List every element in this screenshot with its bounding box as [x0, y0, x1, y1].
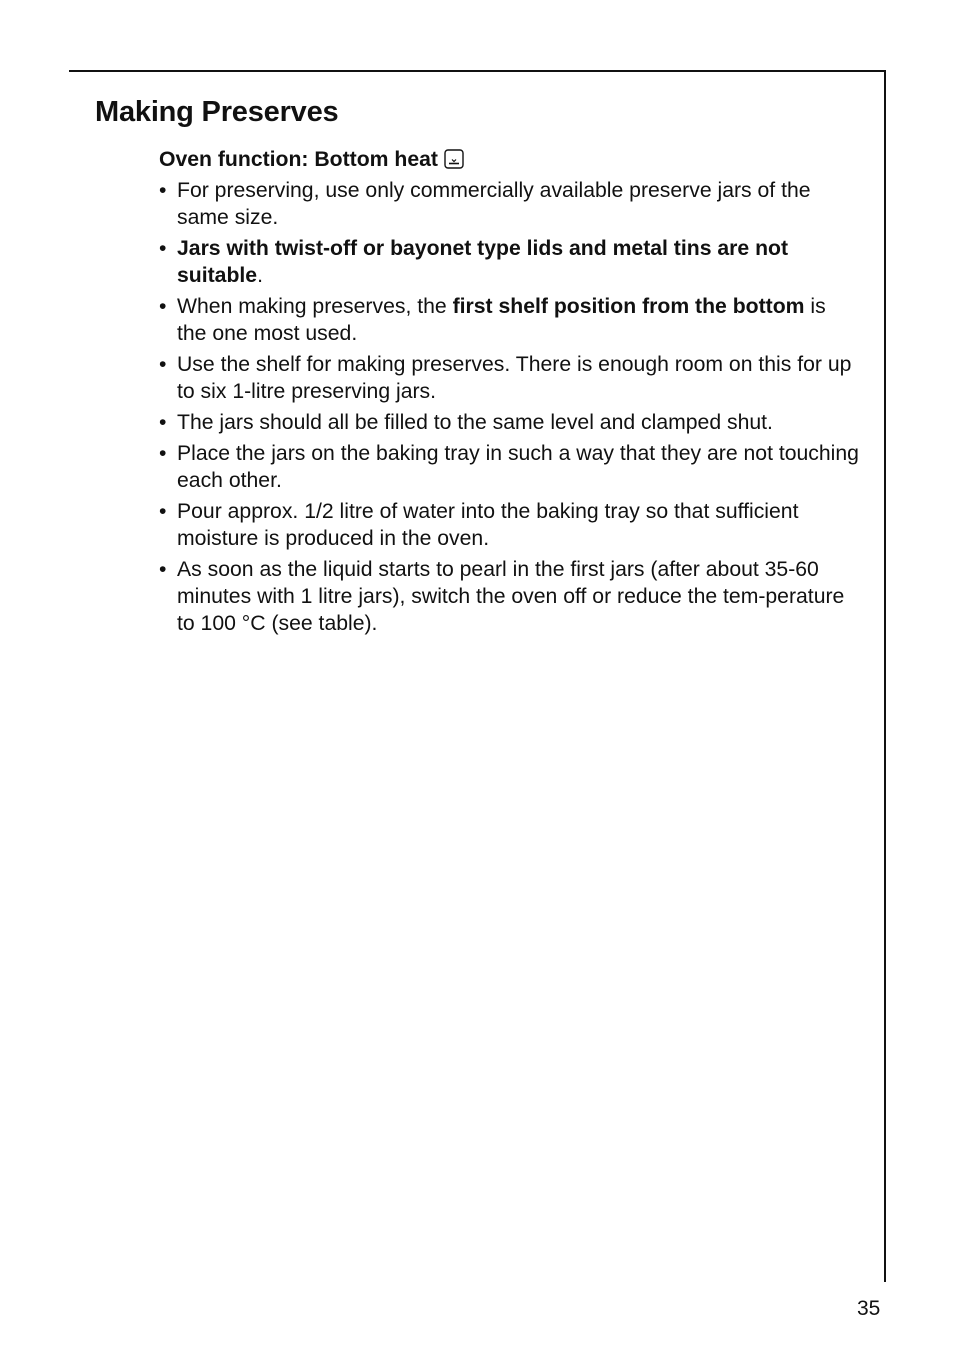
- preserving-instructions-list: [159, 177, 859, 637]
- list-item: [159, 235, 859, 289]
- bullet: •: [159, 295, 167, 318]
- list-item-text: As soon as the liquid starts to pearl in the first jars (after about 35-60 minutes with 1 litre jars), switch the oven off or reduce the tem-perature to 100 °C (see table).: [177, 558, 845, 635]
- list-item-text: Place the jars on the baking tray in such a way that they are not touching each other.: [177, 442, 859, 492]
- list-item: [159, 498, 859, 552]
- list-item: [159, 351, 859, 405]
- list-item-text: Pour approx. 1/2 litre of water into the baking tray so that sufficient moisture is produced in the oven.: [177, 500, 799, 550]
- list-item-text: The jars should all be filled to the same level and clamped shut.: [177, 411, 773, 434]
- list-item: [159, 409, 859, 436]
- list-item: [159, 293, 859, 347]
- oven-function-heading-text: Oven function: Bottom heat: [159, 148, 438, 171]
- top-rule: [69, 70, 886, 72]
- list-item-text: For preserving, use only commercially available preserve jars of the same size.: [177, 179, 811, 229]
- list-item-text-after: is the one most used.: [177, 295, 826, 345]
- oven-function-heading: [159, 146, 859, 173]
- bullet: •: [159, 442, 167, 465]
- page-title: Making Preserves: [95, 96, 339, 128]
- page-number: 35: [857, 1297, 881, 1320]
- list-item: [159, 556, 859, 637]
- bullet: •: [159, 558, 167, 581]
- bullet: •: [159, 179, 167, 202]
- bullet: •: [159, 353, 167, 376]
- bullet: •: [159, 237, 167, 260]
- bullet: •: [159, 411, 167, 434]
- list-item-text-after: .: [257, 264, 263, 287]
- list-item-bold-text: Jars with twist-off or bayonet type lids and metal tins are not suitable: [177, 237, 789, 287]
- list-item-bold-text: first shelf position from the bottom: [452, 295, 805, 318]
- list-item-text-before: When making preserves, the: [177, 295, 453, 318]
- list-item: [159, 177, 859, 231]
- bottom-heat-icon: [444, 149, 464, 169]
- right-margin-rule: [884, 70, 886, 1282]
- section-content: [159, 146, 859, 641]
- list-item-text: Use the shelf for making preserves. There is enough room on this for up to six 1-litre preserving jars.: [177, 353, 852, 403]
- list-item: [159, 440, 859, 494]
- bullet: •: [159, 500, 167, 523]
